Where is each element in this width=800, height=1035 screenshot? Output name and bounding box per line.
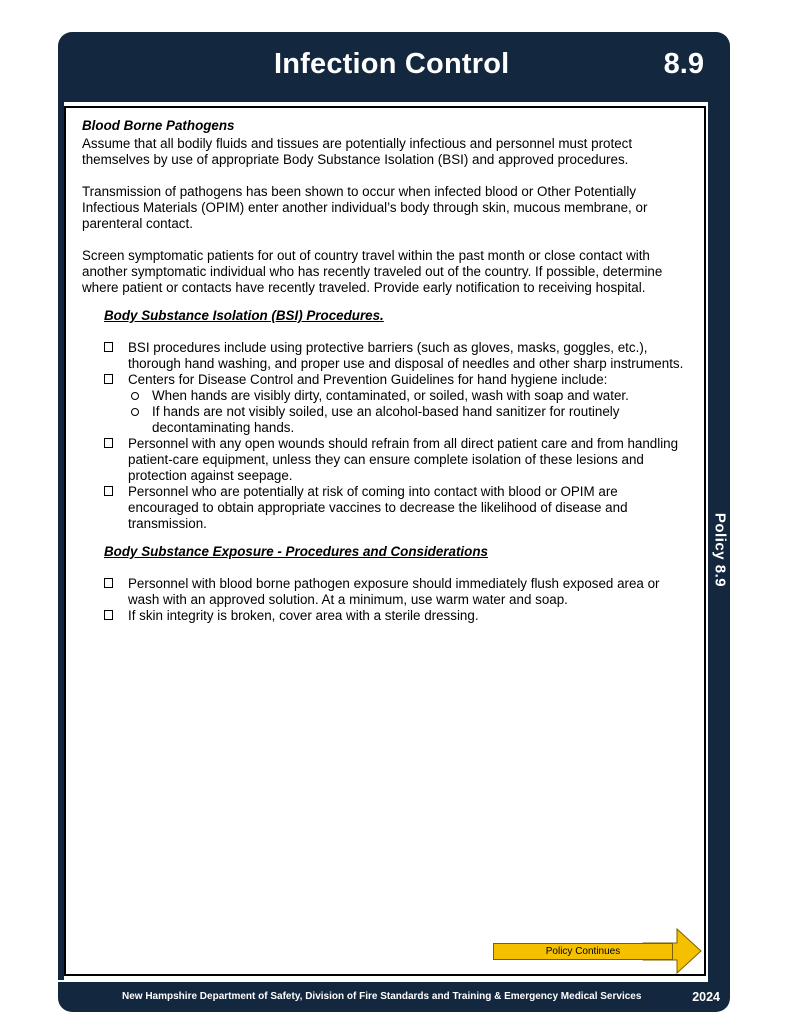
footer-text: New Hampshire Department of Safety, Division of Fire Standards and Training & Emergency Medical Services	[122, 991, 642, 1002]
checkbox-bullet-icon	[104, 342, 113, 352]
list-item: Personnel with any open wounds should refrain from all direct patient care and from handling patient-care equipment, unless they can ensure complete isolation of these lesions and protection against seepage.	[104, 436, 692, 484]
list-item: If skin integrity is broken, cover area with a sterile dressing.	[104, 608, 692, 624]
list-item: BSI procedures include using protective barriers (such as gloves, masks, goggles, etc.), thorough hand washing, and proper use and disposal of needles and other sharp instruments.	[104, 340, 692, 372]
side-policy-label: Policy 8.9	[711, 512, 729, 588]
list-item: Personnel with blood borne pathogen exposure should immediately flush exposed area or wash with an approved solution. At a minimum, use warm water and soap.	[104, 576, 692, 608]
exposure-list	[82, 576, 692, 624]
list-item: Centers for Disease Control and Prevention Guidelines for hand hygiene include: When hands are visibly dirty, contaminated, or soiled, wash with soap and water. If hands are not visibly soiled, use an alcohol-based hand sanitizer for routinely decontaminating hands.	[104, 372, 692, 436]
checkbox-bullet-icon	[104, 374, 113, 384]
policy-continues-arrow	[493, 928, 703, 974]
policy-number: 8.9	[663, 48, 704, 80]
policy-continues-label: Policy Continues	[493, 943, 673, 960]
checkbox-bullet-icon	[104, 610, 113, 620]
sublist-item: When hands are visibly dirty, contaminated, or soiled, wash with soap and water.	[128, 388, 692, 404]
paragraph: Screen symptomatic patients for out of country travel within the past month or close contact with another symptomatic individual who has recently traveled out of the country. If possible, determine where patient or contacts have recently traveled. Provide early notification to receiving hospital.	[82, 248, 663, 295]
bsi-heading: Body Substance Isolation (BSI) Procedures.	[104, 308, 384, 323]
footer-year: 2024	[692, 990, 720, 1004]
bsi-list	[82, 340, 692, 532]
paragraph: Assume that all bodily fluids and tissues are potentially infectious and personnel must protect themselves by use of appropriate Body Substance Isolation (BSI) and approved procedures.	[82, 136, 633, 167]
section-title: Blood Borne Pathogens	[82, 118, 235, 133]
list-item: Personnel who are potentially at risk of coming into contact with blood or OPIM are encouraged to obtain appropriate vaccines to decrease the likelihood of disease and transmission.	[104, 484, 692, 532]
checkbox-bullet-icon	[104, 578, 113, 588]
checkbox-bullet-icon	[104, 438, 113, 448]
circle-bullet-icon	[131, 392, 139, 400]
content-area	[82, 118, 692, 636]
exposure-heading: Body Substance Exposure - Procedures and Considerations	[104, 544, 488, 559]
paragraph: Transmission of pathogens has been shown to occur when infected blood or Other Potentially Infectious Materials (OPIM) enter another individual’s body through skin, mucous membrane, or parenteral contact.	[82, 184, 648, 231]
checkbox-bullet-icon	[104, 486, 113, 496]
sublist-item: If hands are not visibly soiled, use an alcohol-based hand sanitizer for routinely decontaminating hands.	[128, 404, 692, 436]
hand-hygiene-sublist	[128, 388, 692, 436]
page-title: Infection Control	[274, 48, 510, 80]
page-header	[58, 32, 730, 102]
page-footer	[58, 982, 730, 1012]
circle-bullet-icon	[131, 408, 139, 416]
